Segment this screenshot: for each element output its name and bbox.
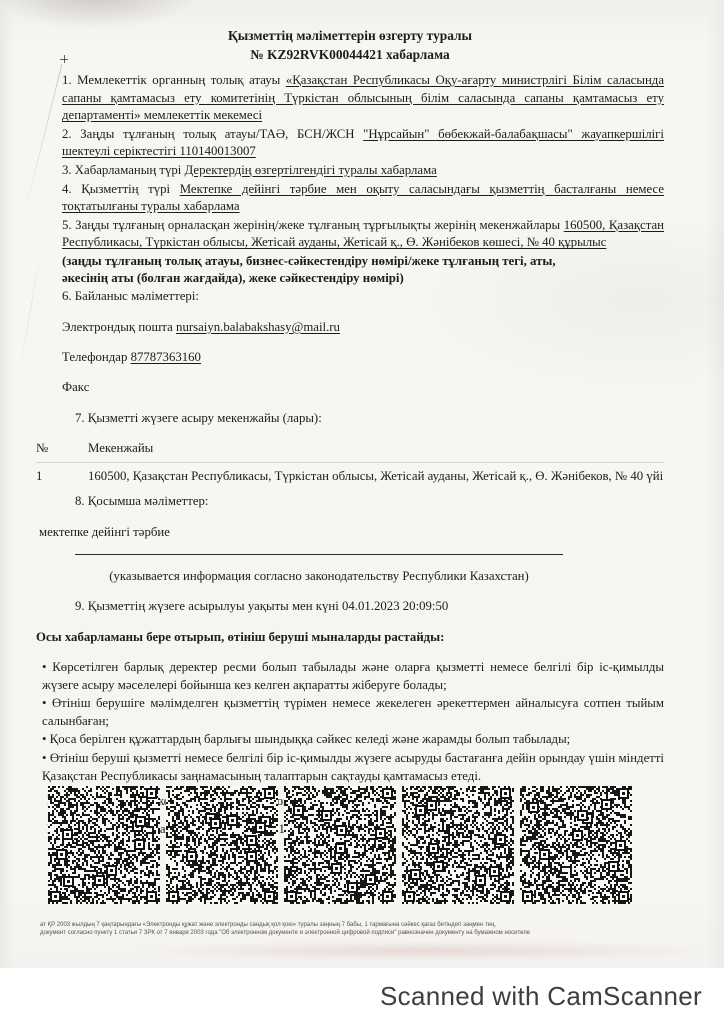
document-title-line1: Қызметтің мәліметтерін өзгерту туралы — [227, 28, 472, 43]
signature-qr-code — [48, 786, 160, 904]
document-title — [36, 26, 664, 64]
legal-footnote — [40, 922, 664, 937]
service-type-value: Мектепке дейінгі тәрбие мен оқыту саласындағы қызметтің басталғаны немесе тоқтатылғаны туралы хабарлама — [62, 181, 664, 214]
phone-value: 87787363160 — [130, 349, 201, 364]
scan-smudge-artifact — [140, 942, 710, 960]
camscanner-strip — [0, 968, 724, 1024]
additional-info-caption: (указывается информация согласно законодательству Республики Казахстан) — [109, 568, 529, 583]
paragraph-service-type — [62, 181, 664, 216]
confirmation-heading: Осы хабарламаны бере отырып, өтініш беруші мыналарды растайды: — [36, 629, 445, 644]
legal-footnote-kk: ат ҚР 2003 жылдың 7 қаңтарындағы «Электронды құжат және электронды сандық қол қою» туралы заңның 7 бабы, 1 тармағына сәйкес қағаз бетіндегі заңмен тең, — [40, 922, 496, 928]
email-label: Электрондық пошта — [62, 319, 177, 334]
email-value: nursaiyn.balabakshasy@mail.ru — [176, 319, 340, 334]
camscanner-watermark: Scanned with CamScanner — [380, 980, 702, 1011]
confirmation-bullet-3: • Қоса берілген құжаттардың барлығы шындыққа сәйкес келеді және жарамды болып табылады; — [42, 732, 571, 747]
email-line — [62, 319, 664, 337]
paragraph-legal-entity-name — [62, 126, 664, 161]
legal-footnote-ru: документ согласно пункту 1 статьи 7 ЗРК от 7 января 2003 года "Об электронном документе и электронной цифровой подписи" равнозначен документу на бумажном носителе — [40, 929, 531, 936]
address-row-number: 1 — [36, 468, 43, 483]
paragraph-2-label: 2. Заңды тұлғаның толық атауы/ТАӘ, БСН/ЖСН — [62, 126, 364, 141]
address-table-row — [36, 463, 664, 486]
address-table-header — [36, 440, 664, 463]
paragraph-1-label: 1. Мемлекеттік органның толық атауы — [62, 73, 286, 87]
confirmation-bullet-2: • Өтініш берушіге мәлімделген қызметтің түрімен немесе жекелеген әрекеттермен айналысуға сотпен тыйым салынбаған; — [42, 696, 664, 728]
contacts-section-label: 6. Байланыс мәліметтері: — [62, 289, 199, 304]
legal-entity-name-value: "Нұрсайын" бөбекжай-балабақшасы" жауапкершілігі шектеулі серіктестігі 110140013007 — [62, 126, 664, 159]
service-datetime-value: 04.01.2023 20:09:50 — [342, 599, 449, 614]
confirmation-bullet-4: • Өтініш беруші қызметті немесе белгілі бір іс-қимылды жүзеге асыруды бастағанға дейін орындау үшін міндетті Қазақстан Республикасы заңнамасының талаптарын сақтауды қамтамасыз етеді. — [42, 750, 664, 783]
address-table-col-no: № — [36, 441, 49, 456]
additional-info-value: мектепке дейінгі тәрбие — [39, 524, 170, 539]
legal-entity-explainer-note: (заңды тұлғаның толық атауы, бизнес-сәйкестендіру нөмірі/жеке тұлғаның тегі, аты, әкесінің аты (болған жағдайда), жеке сәйкестендіру нөмірі) — [62, 253, 556, 285]
paragraph-legal-address — [62, 217, 664, 252]
additional-info-rule — [75, 554, 563, 555]
notification-type-value: Деректердің өзгертілгендігі туралы хабарлама — [184, 162, 437, 177]
state-body-name-value: «Қазақстан Республикасы Оқу-ағарту министрлігі Білім саласында сапаны қамтамасыз ету комитетінің Түркістан облысының білім саласында сапаны қамтамасыз ету департаменті» мемлекеттік мекемесі — [62, 73, 664, 123]
fax-line: Факс — [62, 380, 90, 395]
signature-qr-code — [166, 786, 278, 904]
confirmation-bullet-1: • Көрсетілген барлық деректер ресми болып табылады және оларға қызметті немесе белгілі бір іс-қимылды жүзеге асыру мәселелері бойынша кез келген ақпаратты жіберуге болады; — [42, 660, 664, 692]
paragraph-state-body-name — [62, 72, 664, 125]
signature-qr-code — [402, 786, 514, 904]
document-number-line: № KZ92RVK00044421 хабарлама — [250, 47, 450, 62]
paragraph-4-label: 4. Қызметтің түрі — [62, 181, 180, 196]
service-datetime-label: 9. Қызметтің жүзеге асырылуы уақыты мен күні — [75, 599, 342, 614]
paragraph-5-label: 5. Заңды тұлғаның орналасқан жерінің/жеке тұлғаның тұрғылықты жерінің мекенжайлары — [62, 217, 564, 232]
signature-qr-row — [48, 786, 632, 904]
paragraph-notification-type — [62, 162, 664, 180]
additional-info-label: 8. Қосымша мәліметтер: — [75, 494, 209, 509]
phone-label: Телефондар — [62, 349, 131, 364]
phone-line — [62, 349, 664, 367]
service-datetime-line — [75, 598, 664, 616]
address-row-value: 160500, Қазақстан Республикасы, Түркістан облысы, Жетісай ауданы, Жетісай қ., Ө. Жәнібеков, № 40 үйі — [88, 468, 664, 483]
signature-qr-code — [284, 786, 396, 904]
paragraph-3-label: 3. Хабарламаның түрі — [62, 162, 185, 177]
legal-address-value: 160500, Қазақстан Республикасы, Түркістан облысы, Жетісай ауданы, Жетісай қ., Ө. Жәнібеков көшесі, № 40 құрылыс — [62, 217, 664, 250]
service-address-section-label: 7. Қызметті жүзеге асыру мекенжайы (лары): — [75, 410, 322, 425]
address-table-col-address: Мекенжайы — [88, 441, 154, 456]
signature-qr-code — [520, 786, 632, 904]
